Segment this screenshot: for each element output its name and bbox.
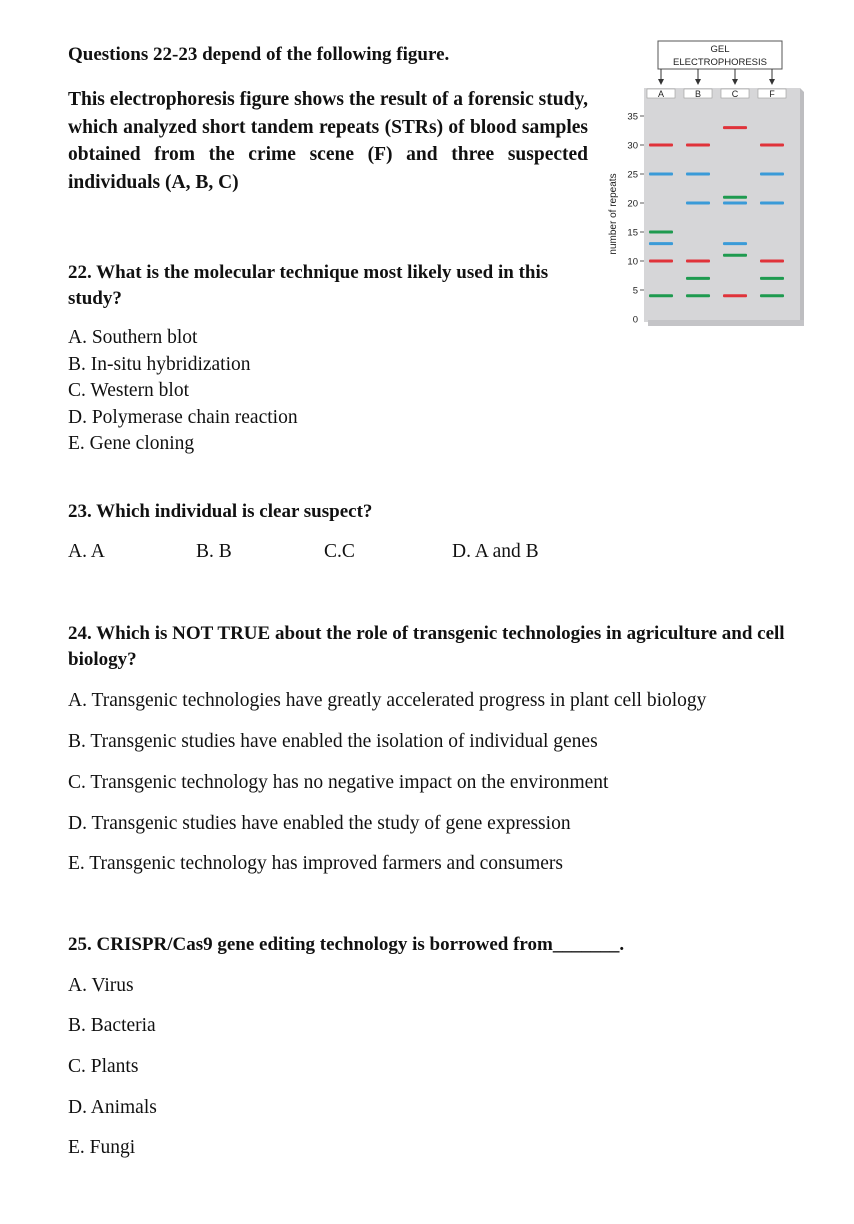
section-intro: Questions 22-23 depend of the following figure. (68, 44, 450, 65)
lane-arrow-head (769, 79, 775, 85)
gel-edge (800, 88, 804, 326)
q22-option-b: B. In-situ hybridization (68, 353, 251, 375)
lane-label-a: A (657, 89, 665, 99)
band-green (723, 254, 747, 257)
band-green (760, 294, 784, 297)
y-tick-label: 30 (627, 140, 638, 152)
lane-arrow-head (658, 79, 664, 85)
band-red (723, 126, 747, 129)
gel-title-line1: GEL (710, 44, 730, 55)
q24-option-b: B. Transgenic studies have enabled the isolation of individual genes (68, 731, 598, 752)
q25-question: 25. CRISPR/Cas9 gene editing technology is borrowed from_______. (68, 934, 625, 955)
q25-option-b: B. Bacteria (68, 1015, 156, 1036)
q22-option-a: A. Southern blot (68, 327, 198, 348)
gel-bottom (648, 320, 804, 326)
band-red (686, 260, 710, 263)
band-blue (723, 242, 747, 245)
lane-label-b: B (694, 89, 702, 99)
y-tick-label: 20 (627, 198, 638, 210)
band-blue (649, 173, 673, 176)
band-red (760, 144, 784, 147)
y-tick-label: 25 (627, 169, 638, 181)
q25-option-c: C. Plants (68, 1056, 139, 1077)
band-red (649, 144, 673, 147)
band-green (723, 196, 747, 199)
gel-panel (644, 88, 800, 322)
band-red (723, 294, 747, 297)
q25-option-e: E. Fungi (68, 1137, 136, 1158)
y-tick-label: 10 (627, 256, 638, 268)
band-green (649, 294, 673, 297)
q25-option-a: A. Virus (68, 975, 134, 996)
q24-question: 24. Which is NOT TRUE about the role of transgenic technologies in agriculture and cell biology? (68, 623, 785, 670)
lane-arrow-head (695, 79, 701, 85)
q24-option-e: E. Transgenic technology has improved farmers and consumers (68, 853, 563, 874)
q24-option-a: A. Transgenic technologies have greatly accelerated progress in plant cell biology (68, 690, 707, 711)
y-axis (627, 112, 644, 326)
q22-option-c: C. Western blot (68, 380, 190, 401)
band-red (686, 144, 710, 147)
band-green (760, 277, 784, 280)
q24-option-c: C. Transgenic technology has no negative impact on the environment (68, 772, 609, 793)
lane-label-c: C (731, 89, 739, 99)
figure-description: This electrophoresis figure shows the result of a forensic study, which analyzed short tandem repeats (STRs) of blood samples obtained from the crime scene (F) and three suspected individuals (A, B, C) (68, 89, 588, 193)
q22-option-e: E. Gene cloning (68, 433, 195, 454)
q24-option-d: D. Transgenic studies have enabled the study of gene expression (68, 813, 571, 834)
band-blue (760, 202, 784, 205)
gel-figure (596, 36, 808, 328)
band-green (686, 277, 710, 280)
band-blue (760, 173, 784, 176)
q22-question: 22. What is the molecular technique most likely used in this study? (68, 262, 549, 309)
q23-option-c: C.C (324, 541, 355, 562)
band-blue (723, 202, 747, 205)
band-red (760, 260, 784, 263)
band-green (686, 294, 710, 297)
band-green (649, 231, 673, 234)
q23-option-b: B. B (196, 541, 232, 562)
lane-label-f: F (769, 89, 775, 99)
y-tick-label: 35 (627, 111, 638, 123)
band-blue (686, 202, 710, 205)
q22-option-d: D. Polymerase chain reaction (68, 406, 298, 428)
lane-arrow-head (732, 79, 738, 85)
band-blue (649, 242, 673, 245)
y-tick-label: 15 (627, 227, 638, 239)
lane-arrows (658, 69, 775, 85)
q25-option-d: D. Animals (68, 1097, 157, 1118)
gel-title-line2: ELECTROPHORESIS (673, 57, 767, 68)
q23-option-a: A. A (68, 541, 105, 562)
band-red (649, 260, 673, 263)
q23-option-d: D. A and B (452, 541, 539, 562)
y-tick-label: 5 (632, 285, 638, 297)
y-tick-label: 0 (632, 314, 638, 326)
y-axis-label: number of repeats (608, 173, 619, 255)
band-blue (686, 173, 710, 176)
q23-question: 23. Which individual is clear suspect? (68, 501, 373, 522)
